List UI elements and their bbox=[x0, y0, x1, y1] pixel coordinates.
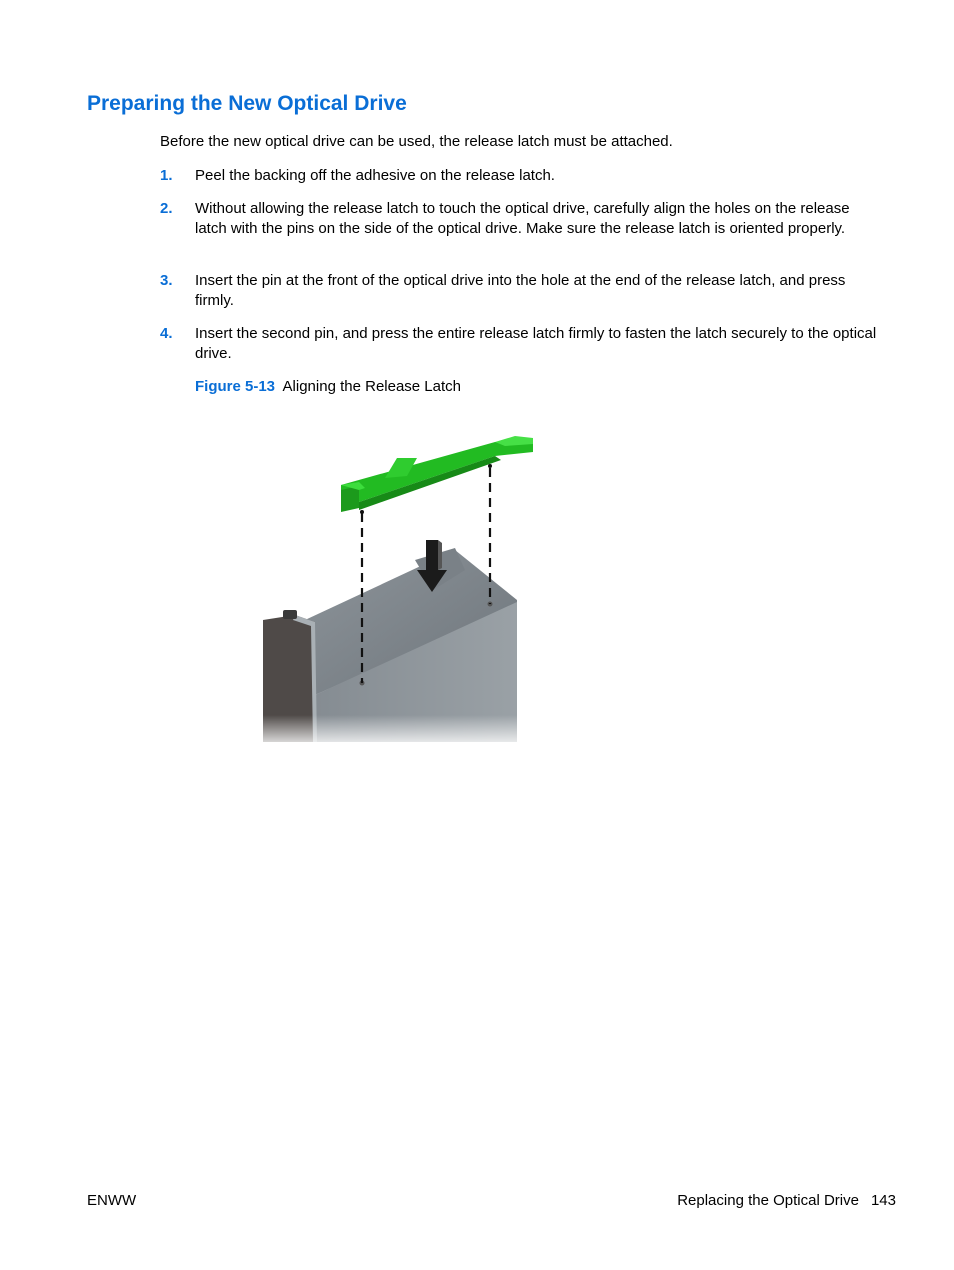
intro-paragraph: Before the new optical drive can be used, the release latch must be attached. bbox=[160, 133, 673, 150]
optical-drive bbox=[255, 548, 545, 750]
release-latch-figure bbox=[255, 430, 545, 750]
footer-section-title: Replacing the Optical Drive bbox=[677, 1192, 859, 1209]
footer-right bbox=[677, 1192, 896, 1209]
figure-caption bbox=[195, 377, 461, 397]
step-number: 2. bbox=[160, 200, 173, 217]
step-text: Insert the second pin, and press the entire release latch firmly to fasten the latch securely to the optical drive. bbox=[195, 325, 877, 362]
step-number: 1. bbox=[160, 167, 173, 184]
page-title: Preparing the New Optical Drive bbox=[87, 92, 407, 115]
step-number: 3. bbox=[160, 272, 173, 289]
footer-left-label: ENWW bbox=[87, 1192, 137, 1209]
figure-caption-text: Aligning the Release Latch bbox=[282, 378, 462, 395]
figure-label: Figure 5-13 bbox=[195, 378, 276, 395]
optical-drive-illustration bbox=[255, 430, 545, 750]
step-text: Peel the backing off the adhesive on the release latch. bbox=[195, 167, 555, 184]
release-latch bbox=[341, 436, 533, 514]
step-number: 4. bbox=[160, 325, 173, 342]
step-text: Insert the pin at the front of the optical drive into the hole at the end of the release latch, and press firmly. bbox=[195, 272, 846, 309]
step-text: Without allowing the release latch to touch the optical drive, carefully align the holes on the release latch with the pins on the side of the optical drive. Make sure the release latch is oriented properly. bbox=[195, 200, 850, 237]
page-number: 143 bbox=[870, 1192, 896, 1209]
